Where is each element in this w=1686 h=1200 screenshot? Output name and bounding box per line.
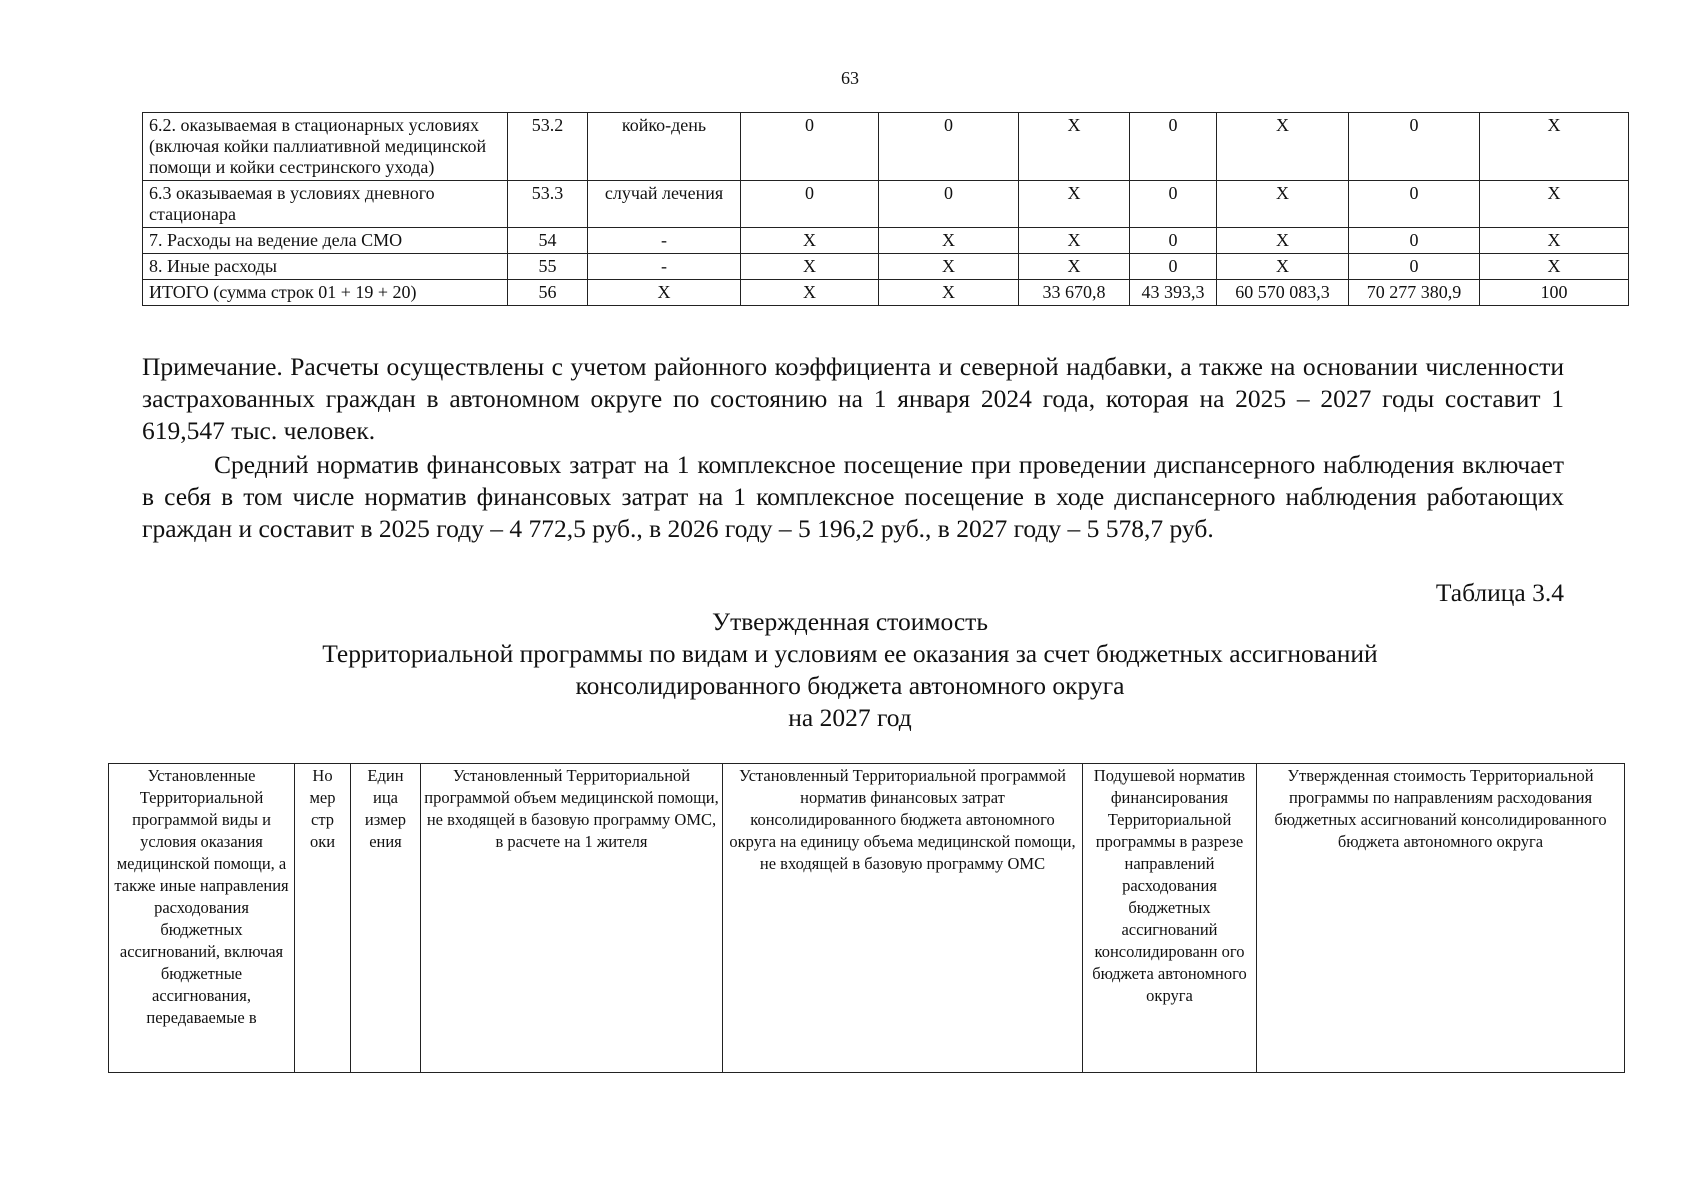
cell: 0 [1130,254,1217,280]
table-row-total [143,280,1629,306]
table-label: Таблица 3.4 [1435,578,1564,607]
cell: 0 [1349,228,1480,254]
cell: X [1217,181,1349,228]
cell: X [741,280,879,306]
table-header-row [109,764,1625,1073]
row-unit: - [588,254,741,280]
cell: 0 [741,181,879,228]
table-title [120,606,1580,734]
cell: X [1217,254,1349,280]
row-line-number: 53.3 [508,181,588,228]
cell: 70 277 380,9 [1349,280,1480,306]
cell: 0 [879,113,1019,181]
cell: X [1019,254,1130,280]
row-unit: - [588,228,741,254]
header-cell: Установленный Территориальной программой объем медицинской помощи, не входящей в базовую программу ОМС, в расчете на 1 жителя [421,764,723,1073]
cell: 0 [1349,254,1480,280]
cell: X [1480,181,1629,228]
cell: 0 [1349,113,1480,181]
cell: X [1480,228,1629,254]
row-name: 6.2. оказываемая в стационарных условиях (включая койки паллиативной медицинской помощи и койки сестринского ухода) [143,113,508,181]
title-line: на 2027 год [788,703,912,732]
row-line-number: 55 [508,254,588,280]
title-line: консолидированного бюджета автономного округа [575,671,1125,700]
note-paragraph: Примечание. Расчеты осуществлены с учетом районного коэффициента и северной надбавки, а также на основании численности застрахованных граждан в автономном округе по состоянию на 1 января 2024 года, которая на 2025 – 2027 годы составит 1 619,547 тыс. человек. [142,352,1564,445]
cell: X [741,254,879,280]
cell: X [879,280,1019,306]
row-name: 7. Расходы на ведение дела СМО [143,228,508,254]
cell: X [1217,113,1349,181]
cell: 0 [1349,181,1480,228]
table-row [143,228,1629,254]
cell: X [1019,113,1130,181]
cell: 60 570 083,3 [1217,280,1349,306]
cell: 0 [1130,181,1217,228]
cell: X [741,228,879,254]
note-paragraph: Средний норматив финансовых затрат на 1 комплексное посещение при проведении диспансерного наблюдения включает в себя в том числе норматив финансовых затрат на 1 комплексное посещение в ходе диспансерного наблюдения работающих граждан и составит в 2025 году – 4 772,5 руб., в 2026 году – 5 196,2 руб., в 2027 году – 5 578,7 руб. [142,450,1564,543]
row-line-number: 56 [508,280,588,306]
cell: 33 670,8 [1019,280,1130,306]
cell: X [1480,254,1629,280]
title-line: Утвержденная стоимость [712,607,988,636]
cell: 0 [1130,113,1217,181]
header-cell: Един ица измер ения [351,764,421,1073]
header-cell: Подушевой норматив финансирования Территориальной программы в разрезе направлений расходования бюджетных ассигнований консолидированн ого бюджета автономного округа [1083,764,1257,1073]
table-row [143,113,1629,181]
cost-table-continuation [142,112,1629,306]
row-line-number: 53.2 [508,113,588,181]
header-cell: Установленный Территориальной программой норматив финансовых затрат консолидированного бюджета автономного округа на единицу объема медицинской помощи, не входящей в базовую программу ОМС [723,764,1083,1073]
row-unit: X [588,280,741,306]
header-cell: Утвержденная стоимость Территориальной программы по направлениям расходования бюджетных ассигнований консолидированного бюджета автономного округа [1257,764,1625,1073]
row-unit: койко-день [588,113,741,181]
row-name: 6.3 оказываемая в условиях дневного стационара [143,181,508,228]
header-cell: Но мер стр оки [295,764,351,1073]
cell: X [1019,228,1130,254]
cell: 0 [879,181,1019,228]
cell: X [1217,228,1349,254]
table-row [143,181,1629,228]
row-unit: случай лечения [588,181,741,228]
approved-cost-table [108,763,1625,1073]
cell: 43 393,3 [1130,280,1217,306]
header-cell: Установленные Территориальной программой виды и условия оказания медицинской помощи, а также иные направления расходования бюджетных ассигнований, включая бюджетные ассигнования, передаваемые в [109,764,295,1073]
table-row [143,254,1629,280]
row-name: ИТОГО (сумма строк 01 + 19 + 20) [143,280,508,306]
cell: X [1480,113,1629,181]
cell: X [1019,181,1130,228]
cell: X [879,228,1019,254]
cell: 100 [1480,280,1629,306]
cell: 0 [1130,228,1217,254]
page-number: 63 [841,68,859,88]
title-line: Территориальной программы по видам и условиям ее оказания за счет бюджетных ассигнований [322,639,1378,668]
row-name: 8. Иные расходы [143,254,508,280]
cell: X [879,254,1019,280]
cell: 0 [741,113,879,181]
row-line-number: 54 [508,228,588,254]
